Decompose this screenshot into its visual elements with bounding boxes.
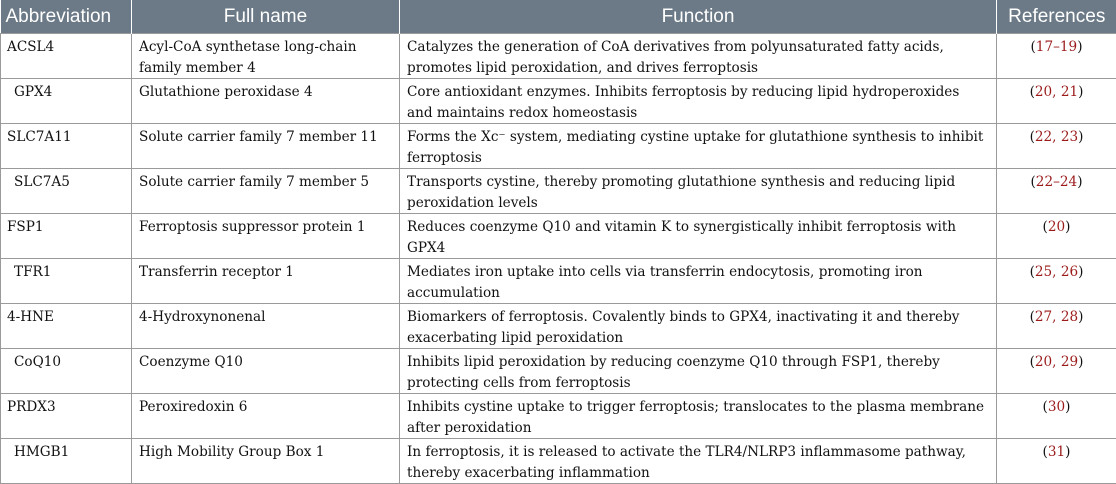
cell-references: (27, 28): [997, 304, 1116, 349]
reference-link[interactable]: 17–19: [1036, 39, 1077, 55]
header-abbreviation: Abbreviation: [1, 0, 132, 34]
table-row: [1, 259, 1116, 304]
table-row: [1, 349, 1116, 394]
reference-link[interactable]: 30: [1048, 399, 1065, 415]
cell-references: (17–19): [997, 34, 1116, 79]
table-row: [1, 34, 1116, 79]
cell-function: Reduces coenzyme Q10 and vitamin K to synergistically inhibit ferroptosis with GPX4: [400, 214, 997, 259]
cell-abbreviation: TFR1: [1, 259, 132, 304]
table-row: [1, 304, 1116, 349]
cell-full-name: Transferrin receptor 1: [132, 259, 400, 304]
cell-references: (20, 21): [997, 79, 1116, 124]
cell-abbreviation: SLC7A5: [1, 169, 132, 214]
reference-link[interactable]: 20, 29: [1035, 354, 1078, 370]
cell-full-name: Solute carrier family 7 member 5: [132, 169, 400, 214]
cell-references: (20): [997, 214, 1116, 259]
table-row: [1, 79, 1116, 124]
reference-link[interactable]: 27, 28: [1035, 309, 1078, 325]
reference-link[interactable]: 20: [1048, 219, 1065, 235]
reference-link[interactable]: 20, 21: [1035, 84, 1078, 100]
cell-abbreviation: PRDX3: [1, 394, 132, 439]
cell-references: (30): [997, 394, 1116, 439]
cell-function: In ferroptosis, it is released to activate the TLR4/NLRP3 inflammasome pathway, thereby exacerbating inflammation: [400, 439, 997, 484]
cell-abbreviation: SLC7A11: [1, 124, 132, 169]
cell-abbreviation: CoQ10: [1, 349, 132, 394]
cell-function: Transports cystine, thereby promoting glutathione synthesis and reducing lipid peroxidation levels: [400, 169, 997, 214]
table-row: [1, 169, 1116, 214]
cell-abbreviation: GPX4: [1, 79, 132, 124]
table-body: [1, 34, 1116, 484]
cell-abbreviation: FSP1: [1, 214, 132, 259]
reference-link[interactable]: 31: [1048, 444, 1065, 460]
reference-link[interactable]: 22–24: [1036, 174, 1077, 190]
table-row: [1, 394, 1116, 439]
cell-abbreviation: HMGB1: [1, 439, 132, 484]
header-function: Function: [400, 0, 997, 34]
cell-references: (20, 29): [997, 349, 1116, 394]
cell-references: (25, 26): [997, 259, 1116, 304]
cell-references: (22, 23): [997, 124, 1116, 169]
cell-full-name: Solute carrier family 7 member 11: [132, 124, 400, 169]
cell-full-name: 4-Hydroxynonenal: [132, 304, 400, 349]
cell-full-name: Coenzyme Q10: [132, 349, 400, 394]
cell-full-name: Ferroptosis suppressor protein 1: [132, 214, 400, 259]
cell-function: Inhibits cystine uptake to trigger ferroptosis; translocates to the plasma membrane after peroxidation: [400, 394, 997, 439]
cell-function: Catalyzes the generation of CoA derivatives from polyunsaturated fatty acids, promotes lipid peroxidation, and drives ferroptosis: [400, 34, 997, 79]
header-references: References: [997, 0, 1116, 34]
cell-abbreviation: ACSL4: [1, 34, 132, 79]
cell-function: Mediates iron uptake into cells via transferrin endocytosis, promoting iron accumulation: [400, 259, 997, 304]
header-row: [1, 0, 1116, 34]
cell-function: Inhibits lipid peroxidation by reducing coenzyme Q10 through FSP1, thereby protecting cells from ferroptosis: [400, 349, 997, 394]
cell-function: Forms the Xc⁻ system, mediating cystine uptake for glutathione synthesis to inhibit ferroptosis: [400, 124, 997, 169]
table-row: [1, 439, 1116, 484]
reference-link[interactable]: 22, 23: [1035, 129, 1078, 145]
cell-full-name: Glutathione peroxidase 4: [132, 79, 400, 124]
cell-abbreviation: 4-HNE: [1, 304, 132, 349]
table-row: [1, 124, 1116, 169]
cell-function: Core antioxidant enzymes. Inhibits ferroptosis by reducing lipid hydroperoxides and maintains redox homeostasis: [400, 79, 997, 124]
cell-function: Biomarkers of ferroptosis. Covalently binds to GPX4, inactivating it and thereby exacerbating lipid peroxidation: [400, 304, 997, 349]
cell-full-name: Peroxiredoxin 6: [132, 394, 400, 439]
reference-link[interactable]: 25, 26: [1035, 264, 1078, 280]
cell-references: (22–24): [997, 169, 1116, 214]
header-full-name: Full name: [132, 0, 400, 34]
table-row: [1, 214, 1116, 259]
cell-full-name: High Mobility Group Box 1: [132, 439, 400, 484]
cell-full-name: Acyl-CoA synthetase long-chain family member 4: [132, 34, 400, 79]
table-header: [1, 0, 1116, 34]
cell-references: (31): [997, 439, 1116, 484]
